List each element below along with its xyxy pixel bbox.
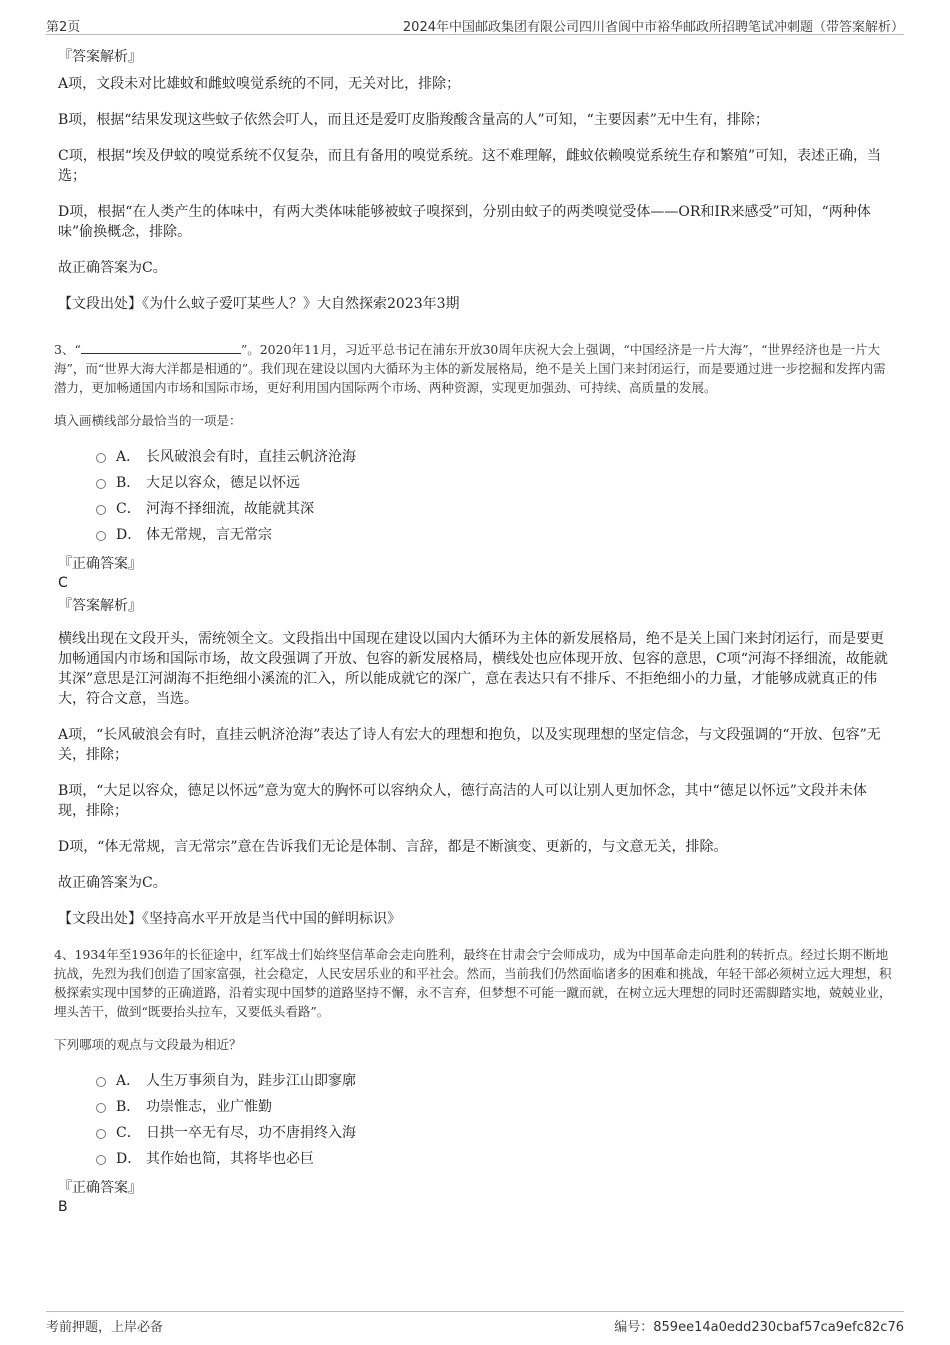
source-citation: 【文段出处】《坚持高水平开放是当代中国的鲜明标识》 [58, 911, 401, 927]
radio-icon[interactable] [96, 1155, 106, 1165]
options-list [96, 443, 892, 547]
conclusion: 故正确答案为C。 [58, 875, 167, 891]
question-3 [54, 340, 892, 397]
document-body [56, 42, 892, 1219]
option-a[interactable]: A． 人生万事须自为，跬步江山即寥廓 [96, 1067, 892, 1093]
analysis-option-b: B项，“大足以容众，德足以怀远”意为宽大的胸怀可以容纳众人，德行高洁的人可以让别人更加怀念，其中“德足以怀远”文段并未体现，排除； [58, 783, 867, 819]
option-b[interactable]: B． 功崇惟志，业广惟勤 [96, 1093, 892, 1119]
analysis-option-a: A项，文段未对比雄蚊和雌蚊嗅觉系统的不同，无关对比，排除； [58, 76, 461, 92]
radio-icon[interactable] [96, 1103, 106, 1113]
footer-slogan: 考前押题，上岸必备 [46, 1320, 164, 1335]
radio-icon[interactable] [96, 1129, 106, 1139]
answer-label: 『正确答案』 [58, 556, 142, 572]
option-b[interactable]: B． 大足以容众，德足以怀远 [96, 469, 892, 495]
page-footer [46, 1311, 904, 1334]
question-prompt: 填入画横线部分最恰当的一项是： [54, 413, 242, 428]
analysis-option-c: C项，根据“埃及伊蚊的嗅觉系统不仅复杂，而且有备用的嗅觉系统。这不难理解，雌蚊依赖嗅觉系统生存和繁殖”可知，表述正确，当选； [58, 148, 882, 184]
option-c[interactable]: C． 日拱一卒无有尽，功不唐捐终入海 [96, 1119, 892, 1145]
question-4: 4、1934年至1936年的长征途中，红军战士们始终坚信革命会走向胜利，最终在甘肃会宁会师成功，成为中国革命走向胜利的转折点。经过长期不断地抗战，先烈为我们创造了国家富强，社会稳定，人民安居乐业的和平社会。然而，当前我们仍然面临诸多的困难和挑战，年轻干部必须树立远大理想，积极探索实现中国梦的正确道路，沿着实现中国梦的道路坚持不懈，永不言弃，但梦想不可能一蹴而就，在树立远大理想的同时还需脚踏实地，兢兢业业，埋头苦干，做到“既要抬头拉车，又要低头看路”。 [54, 947, 892, 1019]
conclusion: 故正确答案为C。 [58, 260, 167, 276]
analysis-label: 『答案解析』 [58, 598, 142, 614]
fill-blank [81, 341, 241, 354]
answer-value: C [58, 575, 68, 591]
answer-value: B [58, 1199, 68, 1215]
page-number: 第2页 [46, 20, 81, 35]
option-d[interactable]: D． 体无常规，言无常宗 [96, 521, 892, 547]
document-id: 编号：859ee14a0edd230cbaf57ca9efc82c76 [614, 1320, 904, 1335]
radio-icon[interactable] [96, 505, 106, 515]
question-text: ”。2020年11月，习近平总书记在浦东开放30周年庆祝大会上强调，“中国经济是一片大海”，“世界经济也是一片大海”，而“世界大海大洋都是相通的”。我们现在建设以国内大循环为主体的新发展格局，绝不是关上国门来封闭运行，而是要通过进一步挖掘和发挥内需潜力，更加畅通国内市场和国际市场，更好利用国内国际两个市场、两种资源，实现更加强劲、可持续、高质量的发展。 [54, 342, 886, 395]
option-a[interactable]: A． 长风破浪会有时，直挂云帆济沧海 [96, 443, 892, 469]
radio-icon[interactable] [96, 453, 106, 463]
question-prompt: 下列哪项的观点与文段最为相近？ [54, 1037, 242, 1052]
analysis-option-d: D项，“体无常规，言无常宗”意在告诉我们无论是体制、言辞，都是不断演变、更新的，与文意无关，排除。 [58, 839, 728, 855]
analysis-option-d: D项，根据“在人类产生的体味中，有两大类体味能够被蚊子嗅探到，分别由蚊子的两类嗅觉受体——OR和IR来感受”可知，“两种体味”偷换概念，排除。 [58, 204, 871, 240]
document-title: 2024年中国邮政集团有限公司四川省阆中市裕华邮政所招聘笔试冲刺题（带答案解析） [402, 20, 904, 35]
option-d[interactable]: D． 其作始也简，其将毕也必巨 [96, 1145, 892, 1171]
question-number: 3、“ [54, 342, 81, 357]
option-c[interactable]: C． 河海不择细流，故能就其深 [96, 495, 892, 521]
analysis-option-a: A项，“长风破浪会有时，直挂云帆济沧海”表达了诗人有宏大的理想和抱负，以及实现理想的坚定信念，与文段强调的“开放、包容”无关，排除； [58, 727, 881, 763]
analysis-option-b: B项，根据“结果发现这些蚊子依然会叮人，而且还是爱叮皮脂羧酸含量高的人”可知，“主要因素”无中生有，排除； [58, 112, 769, 128]
radio-icon[interactable] [96, 479, 106, 489]
radio-icon[interactable] [96, 1077, 106, 1087]
options-list [96, 1067, 892, 1171]
answer-label: 『正确答案』 [58, 1180, 142, 1196]
radio-icon[interactable] [96, 531, 106, 541]
page-header [46, 12, 904, 35]
source-citation: 【文段出处】《为什么蚊子爱叮某些人？》大自然探索2023年3期 [58, 296, 460, 312]
analysis-label: 『答案解析』 [58, 49, 142, 65]
analysis-main: 横线出现在文段开头，需统领全文。文段指出中国现在建设以国内大循环为主体的新发展格局，绝不是关上国门来封闭运行，而是要更加畅通国内市场和国际市场，故文段强调了开放、包容的新发展格局，横线处也应体现开放、包容的意思，C项“河海不择细流，故能就其深”意思是江河湖海不拒绝细小溪流的汇入，所以能成就它的深广，意在表达只有不排斥、不拒绝细小的力量，才能够成就真正的伟大，符合文意，当选。 [58, 631, 888, 707]
